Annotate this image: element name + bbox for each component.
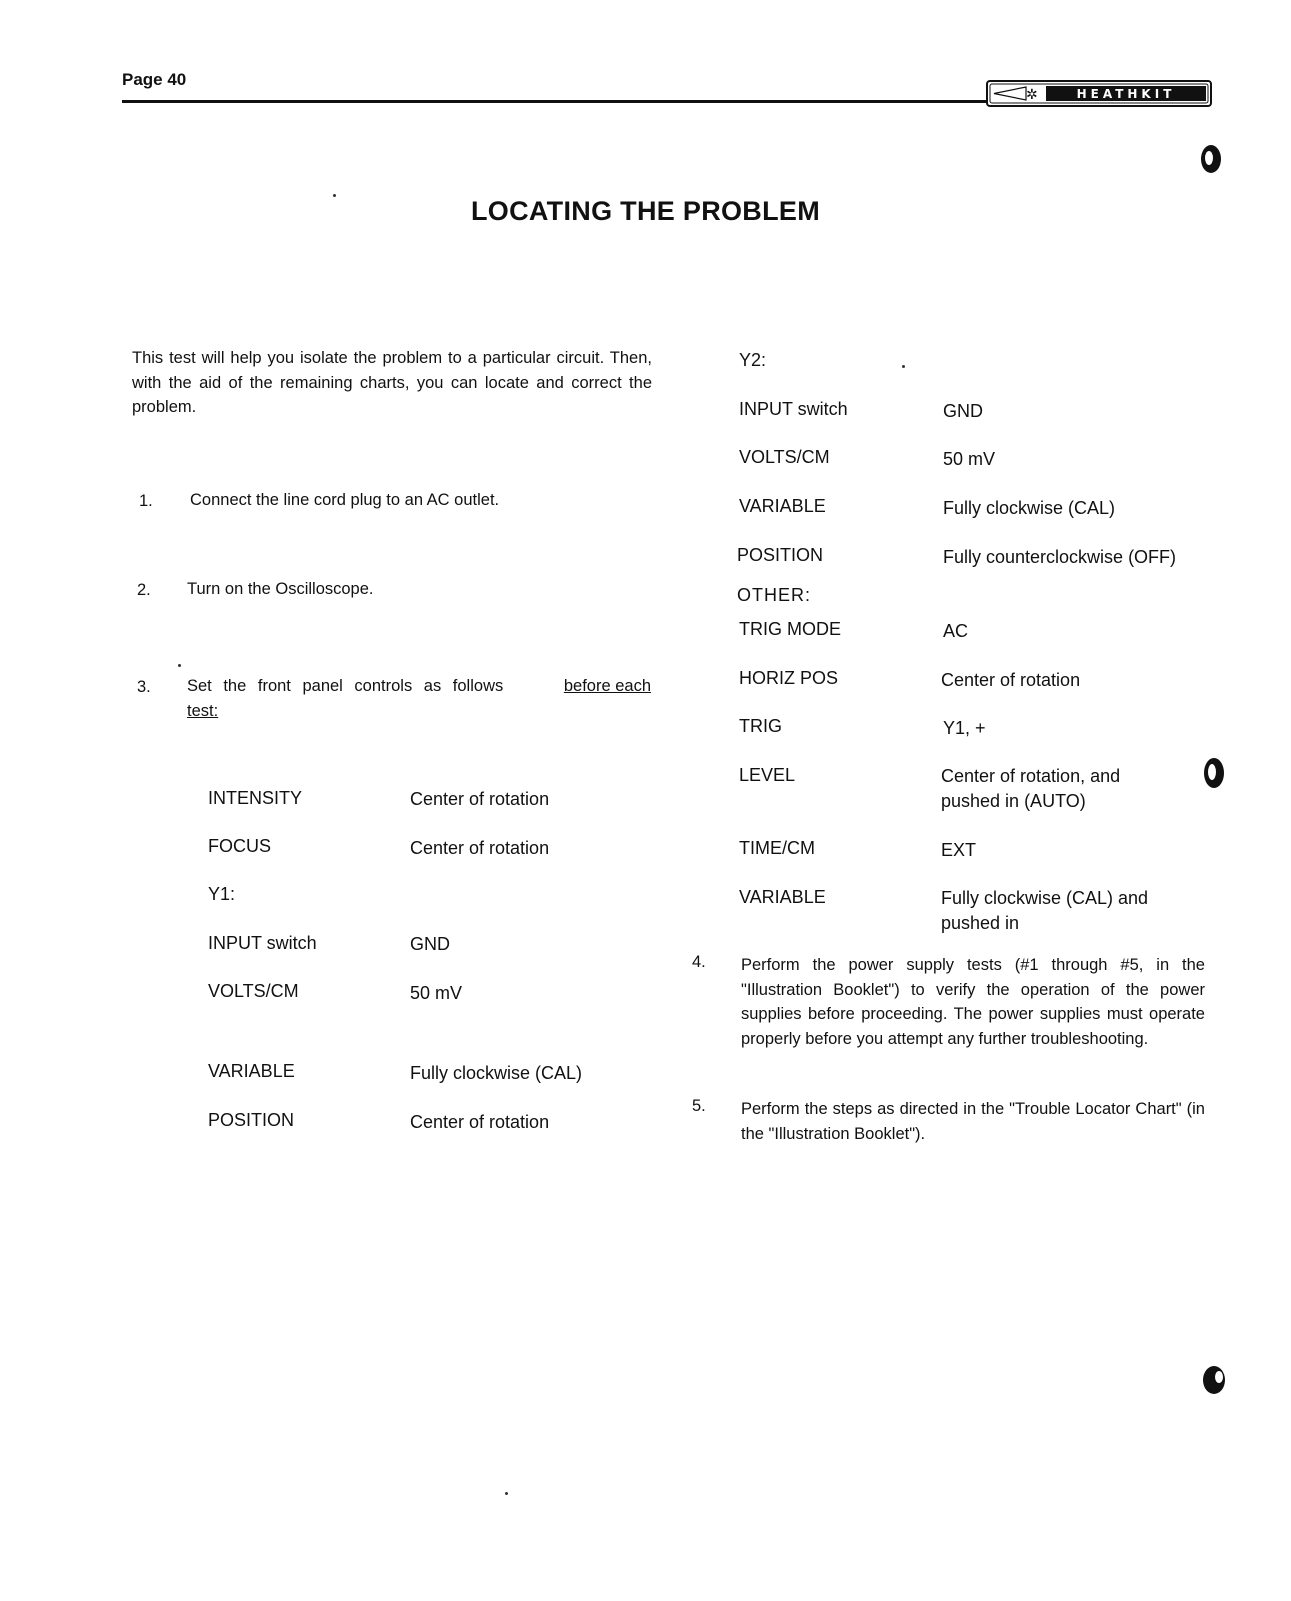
y1-variable-value: Fully clockwise (CAL) — [410, 1063, 583, 1083]
y2-position-label: POSITION — [737, 545, 824, 565]
y1-variable-label: VARIABLE — [208, 1061, 295, 1081]
time-cm-label: TIME/CM — [739, 838, 815, 858]
y1-header: Y1: — [208, 884, 236, 904]
trig-mode-value: AC — [943, 621, 969, 641]
y2-position-value: Fully counterclockwise (OFF) — [943, 547, 1177, 567]
header-rule — [122, 100, 992, 103]
page-number: Page 40 — [122, 70, 187, 89]
horiz-pos-label: HORIZ POS — [739, 668, 839, 688]
y2-variable-label: VARIABLE — [739, 496, 826, 516]
binder-hole-icon — [1198, 136, 1228, 176]
trig-mode-label: TRIG MODE — [739, 619, 841, 639]
page-title: LOCATING THE PROBLEM — [471, 196, 820, 226]
variable2-value-line-2: pushed in — [941, 912, 1020, 933]
level-label: LEVEL — [739, 765, 796, 785]
step-2-number: 2. — [137, 581, 151, 599]
speck — [902, 365, 905, 368]
level-value — [941, 764, 1120, 813]
step-3-number: 3. — [137, 678, 151, 696]
svg-text:✲: ✲ — [1026, 87, 1038, 103]
step-1-text: Connect the line cord plug to an AC outlet. — [190, 491, 500, 509]
y2-input-value: GND — [943, 401, 983, 421]
variable2-value-line-1: Fully clockwise (CAL) and — [941, 888, 1149, 908]
intro-paragraph: This test will help you isolate the problem to a particular circuit. Then, with the aid of the remaining charts, you can locate and correct the problem. — [132, 349, 652, 416]
step-3-line-1 — [187, 674, 651, 699]
focus-label: FOCUS — [208, 836, 271, 856]
step-5-number: 5. — [692, 1097, 706, 1115]
intensity-value: Center of rotation — [410, 789, 550, 809]
y1-volts-value: 50 mV — [410, 983, 463, 1003]
heathkit-logo — [986, 80, 1212, 107]
step-3-text-before: Set the front panel controls as follows — [187, 677, 504, 695]
speck — [505, 1492, 508, 1495]
step-4-number: 4. — [692, 953, 706, 971]
step-4-text: Perform the power supply tests (#1 through #5, in the "Illustration Booklet") to verify the operation of the power supplies before proceeding. The power supplies must operate properly before you attempt any further troubleshooting. — [741, 956, 1205, 1048]
step-1-number: 1. — [139, 492, 153, 510]
step-5-text: Perform the steps as directed in the "Trouble Locator Chart" (in the "Illustration Booklet"). — [741, 1100, 1205, 1143]
y2-header: Y2: — [739, 350, 767, 370]
level-value-line-2: pushed in (AUTO) — [941, 790, 1086, 811]
y1-input-value: GND — [410, 934, 450, 954]
trig-label: TRIG — [739, 716, 782, 736]
y1-volts-label: VOLTS/CM — [208, 981, 299, 1001]
variable2-label: VARIABLE — [739, 887, 826, 907]
logo-brand-text: HEATHKIT — [1076, 87, 1176, 101]
variable2-value — [941, 886, 1148, 935]
focus-value: Center of rotation — [410, 838, 550, 858]
step-3-underline-2: test: — [187, 701, 219, 720]
y1-input-label: INPUT switch — [208, 933, 317, 953]
y2-volts-value: 50 mV — [943, 449, 996, 469]
level-value-line-1: Center of rotation, and — [941, 766, 1121, 786]
horiz-pos-value: Center of rotation — [941, 670, 1081, 690]
intensity-label: INTENSITY — [208, 788, 303, 808]
y2-volts-label: VOLTS/CM — [739, 447, 830, 467]
trig-value: Y1, + — [943, 718, 986, 738]
time-cm-value: EXT — [941, 840, 977, 860]
step-2-text: Turn on the Oscilloscope. — [187, 580, 374, 598]
step-3-underline-1: before each — [563, 677, 651, 695]
y2-variable-value: Fully clockwise (CAL) — [943, 498, 1116, 518]
binder-hole-icon — [1200, 752, 1230, 792]
step-3-text — [187, 674, 651, 723]
speck — [178, 664, 181, 667]
y2-input-label: INPUT switch — [739, 399, 848, 419]
other-header: OTHER: — [737, 585, 812, 605]
binder-hole-icon — [1200, 1360, 1230, 1400]
y1-position-label: POSITION — [208, 1110, 295, 1130]
y1-position-value: Center of rotation — [410, 1112, 550, 1132]
